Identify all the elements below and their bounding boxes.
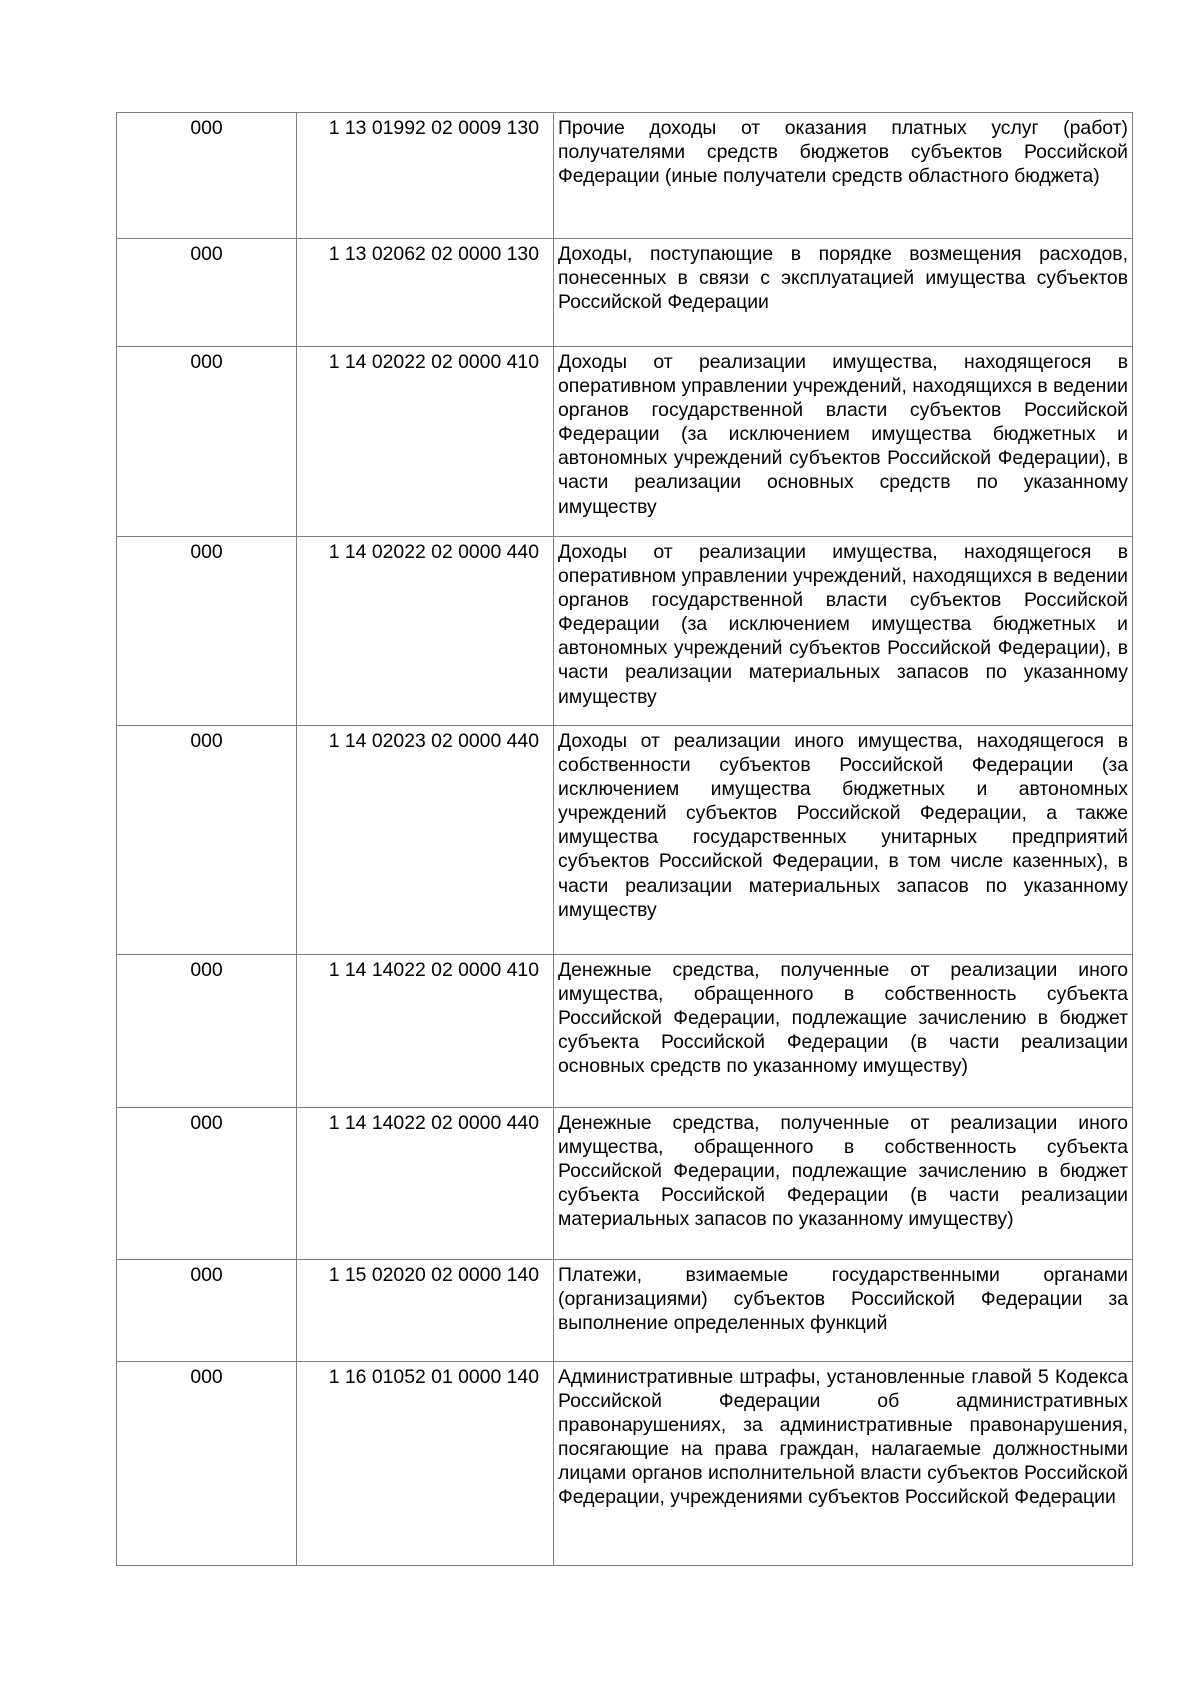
budget-code-cell: 1 14 14022 02 0000 440 xyxy=(297,1108,554,1260)
revenue-name-cell: Денежные средства, полученные от реализации иного имущества, обращенного в собственность субъекта Российской Федерации, подлежащие зачислению в бюджет субъекта Российской Федерации (в части реализации материальных запасов по указанному имуществу) xyxy=(554,1108,1133,1260)
table-row xyxy=(117,113,1133,239)
budget-code-cell: 1 14 14022 02 0000 410 xyxy=(297,955,554,1108)
admin-code-cell: 000 xyxy=(117,1362,297,1566)
revenue-name-cell: Доходы от реализации иного имущества, находящегося в собственности субъектов Российской Федерации (за исключением имущества бюджетных и автономных учреждений субъектов Российской Федерации, а также имущества государственных унитарных предприятий субъектов Российской Федерации, в том числе казенных), в части реализации материальных запасов по указанному имуществу xyxy=(554,726,1133,955)
table-row xyxy=(117,1260,1133,1362)
admin-code-cell: 000 xyxy=(117,1108,297,1260)
revenue-name-cell: Прочие доходы от оказания платных услуг (работ) получателями средств бюджетов субъектов Российской Федерации (иные получатели средств областного бюджета) xyxy=(554,113,1133,239)
table-row xyxy=(117,537,1133,726)
revenue-name-cell: Платежи, взимаемые государственными органами (организациями) субъектов Российской Федерации за выполнение определенных функций xyxy=(554,1260,1133,1362)
revenue-codes-table xyxy=(116,112,1133,1566)
revenue-name-cell: Доходы от реализации имущества, находящегося в оперативном управлении учреждений, находящихся в ведении органов государственной власти субъектов Российской Федерации (за исключением имущества бюджетных и автономных учреждений субъектов Российской Федерации), в части реализации материальных запасов по указанному имуществу xyxy=(554,537,1133,726)
revenue-name-cell: Доходы от реализации имущества, находящегося в оперативном управлении учреждений, находящихся в ведении органов государственной власти субъектов Российской Федерации (за исключением имущества бюджетных и автономных учреждений субъектов Российской Федерации), в части реализации основных средств по указанному имуществу xyxy=(554,347,1133,537)
budget-code-cell: 1 16 01052 01 0000 140 xyxy=(297,1362,554,1566)
table-row xyxy=(117,1108,1133,1260)
budget-code-cell: 1 13 02062 02 0000 130 xyxy=(297,239,554,347)
admin-code-cell: 000 xyxy=(117,113,297,239)
table-row xyxy=(117,347,1133,537)
table-row xyxy=(117,1362,1133,1566)
admin-code-cell: 000 xyxy=(117,347,297,537)
budget-code-cell: 1 15 02020 02 0000 140 xyxy=(297,1260,554,1362)
revenue-name-cell: Административные штрафы, установленные главой 5 Кодекса Российской Федерации об административных правонарушениях, за административные правонарушения, посягающие на права граждан, налагаемые должностными лицами органов исполнительной власти субъектов Российской Федерации, учреждениями субъектов Российской Федерации xyxy=(554,1362,1133,1566)
admin-code-cell: 000 xyxy=(117,537,297,726)
table-row xyxy=(117,239,1133,347)
budget-code-cell: 1 13 01992 02 0009 130 xyxy=(297,113,554,239)
revenue-name-cell: Денежные средства, полученные от реализации иного имущества, обращенного в собственность субъекта Российской Федерации, подлежащие зачислению в бюджет субъекта Российской Федерации (в части реализации основных средств по указанному имуществу) xyxy=(554,955,1133,1108)
budget-code-cell: 1 14 02022 02 0000 440 xyxy=(297,537,554,726)
admin-code-cell: 000 xyxy=(117,955,297,1108)
revenue-name-cell: Доходы, поступающие в порядке возмещения расходов, понесенных в связи с эксплуатацией имущества субъектов Российской Федерации xyxy=(554,239,1133,347)
budget-code-cell: 1 14 02022 02 0000 410 xyxy=(297,347,554,537)
budget-code-cell: 1 14 02023 02 0000 440 xyxy=(297,726,554,955)
admin-code-cell: 000 xyxy=(117,726,297,955)
table-row xyxy=(117,955,1133,1108)
table-row xyxy=(117,726,1133,955)
admin-code-cell: 000 xyxy=(117,239,297,347)
admin-code-cell: 000 xyxy=(117,1260,297,1362)
